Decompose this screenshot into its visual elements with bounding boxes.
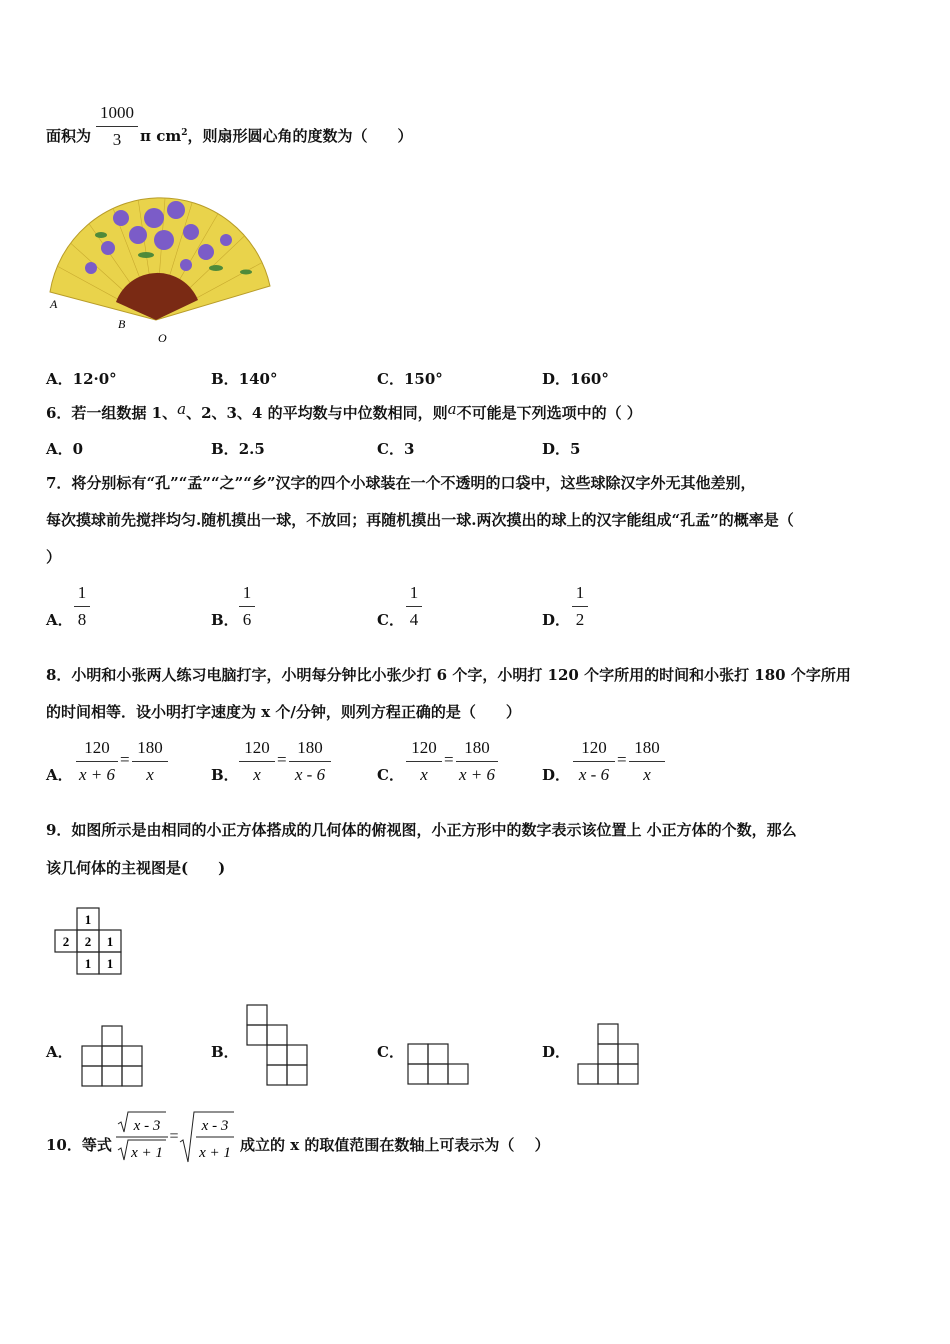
equals-sign: =	[169, 1128, 179, 1145]
q8-option-d-letter[interactable]: D．	[542, 766, 571, 784]
q8-option-c-right[interactable]: $\frac{180}{x + 6}$	[456, 738, 498, 785]
q7-option-a-fraction[interactable]: $\frac{1}{8}$	[74, 583, 90, 630]
grid-number: 2	[84, 934, 92, 949]
q8-option-b-letter[interactable]: B．	[211, 766, 239, 784]
q5-suffix	[140, 129, 413, 144]
grid-number: 1	[84, 956, 92, 971]
q7-option-b-fraction[interactable]: $\frac{1}{6}$	[239, 583, 255, 630]
q9-option-d-letter[interactable]: D．	[542, 1043, 571, 1061]
equals-sign: =	[444, 750, 454, 769]
equals-sign: =	[120, 750, 130, 769]
q5-option-d[interactable]: D．160°	[542, 370, 609, 388]
q8-line-1: 8．小明和小张两人练习电脑打字，小明每分钟比小张少打 6 个字，小明打 120 个字所用的时间和小张打 180 个字所用	[46, 666, 851, 684]
radicand: x + 1	[131, 1145, 163, 1161]
q7-option-d-letter[interactable]: D．	[542, 611, 571, 629]
grid-number: 2	[62, 934, 70, 949]
fraction-numerator: 1000	[96, 103, 138, 127]
grid-number: 1	[84, 912, 92, 927]
q5-fraction	[96, 103, 138, 150]
q7-line-2: 每次摸球前先搅拌均匀.随机摸出一球，不放回；再随机摸出一球.两次摸出的球上的汉字能组成“孔孟”的概率是（	[46, 511, 794, 529]
q9-line-2: 该几何体的主视图是( )	[46, 859, 226, 877]
radicand: x + 1	[199, 1145, 231, 1161]
equals-sign: =	[617, 750, 627, 769]
q5-option-b[interactable]: B．140°	[211, 370, 278, 388]
variable-a: a	[177, 400, 187, 418]
q8-option-c-left[interactable]: $\frac{120}{x}$	[406, 738, 442, 785]
q5-option-c[interactable]: C．150°	[377, 370, 443, 388]
q7-option-a-letter[interactable]: A．	[46, 611, 73, 629]
q6-option-c[interactable]: C．3	[377, 440, 415, 458]
q6-option-a[interactable]: A．0	[46, 440, 84, 458]
q8-option-b-right[interactable]: $\frac{180}{x - 6}$	[289, 738, 331, 785]
equals-sign: =	[277, 750, 287, 769]
q8-option-a-right[interactable]: $\frac{180}{x}$	[132, 738, 168, 785]
q7-option-d-fraction[interactable]: $\frac{1}{2}$	[572, 583, 588, 630]
q8-option-c-letter[interactable]: C．	[377, 766, 404, 784]
unit-text: π cm	[140, 127, 182, 145]
label-o: O	[158, 331, 167, 345]
q9-line-1: 9．如图所示是由相同的小正方体搭成的几何体的俯视图，小正方形中的数字表示该位置上 小正方体的个数，那么	[46, 821, 797, 839]
q9-option-a-figure[interactable]	[80, 1024, 146, 1088]
radicand: x - 3	[133, 1118, 161, 1134]
q9-option-c-figure[interactable]	[406, 1042, 474, 1086]
radicand: x - 3	[201, 1118, 229, 1134]
q5-question-text: ，则扇形圆心角的度数为（ ）	[187, 127, 413, 145]
q7-line-1: 7．将分别标有“孔”“孟”“之”“乡”汉字的四个小球装在一个不透明的口袋中，这些球除汉字外无其他差别，	[46, 474, 756, 492]
label-a: A	[50, 297, 58, 311]
q7-option-c-letter[interactable]: C．	[377, 611, 404, 629]
q8-option-b-left[interactable]: $\frac{120}{x}$	[239, 738, 275, 785]
grid-number: 1	[106, 934, 114, 949]
q8-option-a-letter[interactable]: A．	[46, 766, 73, 784]
q9-option-a-letter[interactable]: A．	[46, 1043, 73, 1061]
q9-option-b-letter[interactable]: B．	[211, 1043, 239, 1061]
q8-line-2: 的时间相等．设小明打字速度为 x 个/分钟，则列方程正确的是（ ）	[46, 703, 521, 721]
fraction-denominator: 3	[112, 130, 122, 149]
q5-prefix: 面积为	[46, 127, 92, 145]
q8-option-d-left[interactable]: $\frac{120}{x - 6}$	[573, 738, 615, 785]
q7-option-b-letter[interactable]: B．	[211, 611, 239, 629]
q9-option-b-figure[interactable]	[245, 1003, 311, 1089]
q10-prefix: 10．等式	[46, 1136, 112, 1154]
q9-option-d-figure[interactable]	[576, 1022, 642, 1088]
q8-option-a-left[interactable]: $\frac{120}{x + 6}$	[76, 738, 118, 785]
q10-suffix: 成立的 x 的取值范围在数轴上可表示为（ ）	[240, 1136, 550, 1154]
q10-equation	[114, 1110, 238, 1164]
unit-exponent: 2	[181, 128, 188, 138]
q6-option-b[interactable]: B．2.5	[211, 440, 265, 458]
q6-option-d[interactable]: D．5	[542, 440, 581, 458]
grid-number: 1	[106, 956, 114, 971]
label-b: B	[118, 317, 126, 331]
q7-option-c-fraction[interactable]: $\frac{1}{4}$	[406, 583, 422, 630]
q7-line-3: ）	[46, 548, 62, 566]
folding-fan-figure	[46, 190, 276, 350]
q6-stem: 6．若一组数据 1、a、2、3、4 的平均数与中位数相同，则a不可能是下列选项中的（ ）	[46, 400, 642, 422]
q5-option-a[interactable]: A．12·0°	[46, 370, 117, 388]
variable-a: a	[447, 400, 457, 418]
q9-option-c-letter[interactable]: C．	[377, 1043, 404, 1061]
top-view-grid	[50, 905, 126, 977]
q8-option-d-right[interactable]: $\frac{180}{x}$	[629, 738, 665, 785]
